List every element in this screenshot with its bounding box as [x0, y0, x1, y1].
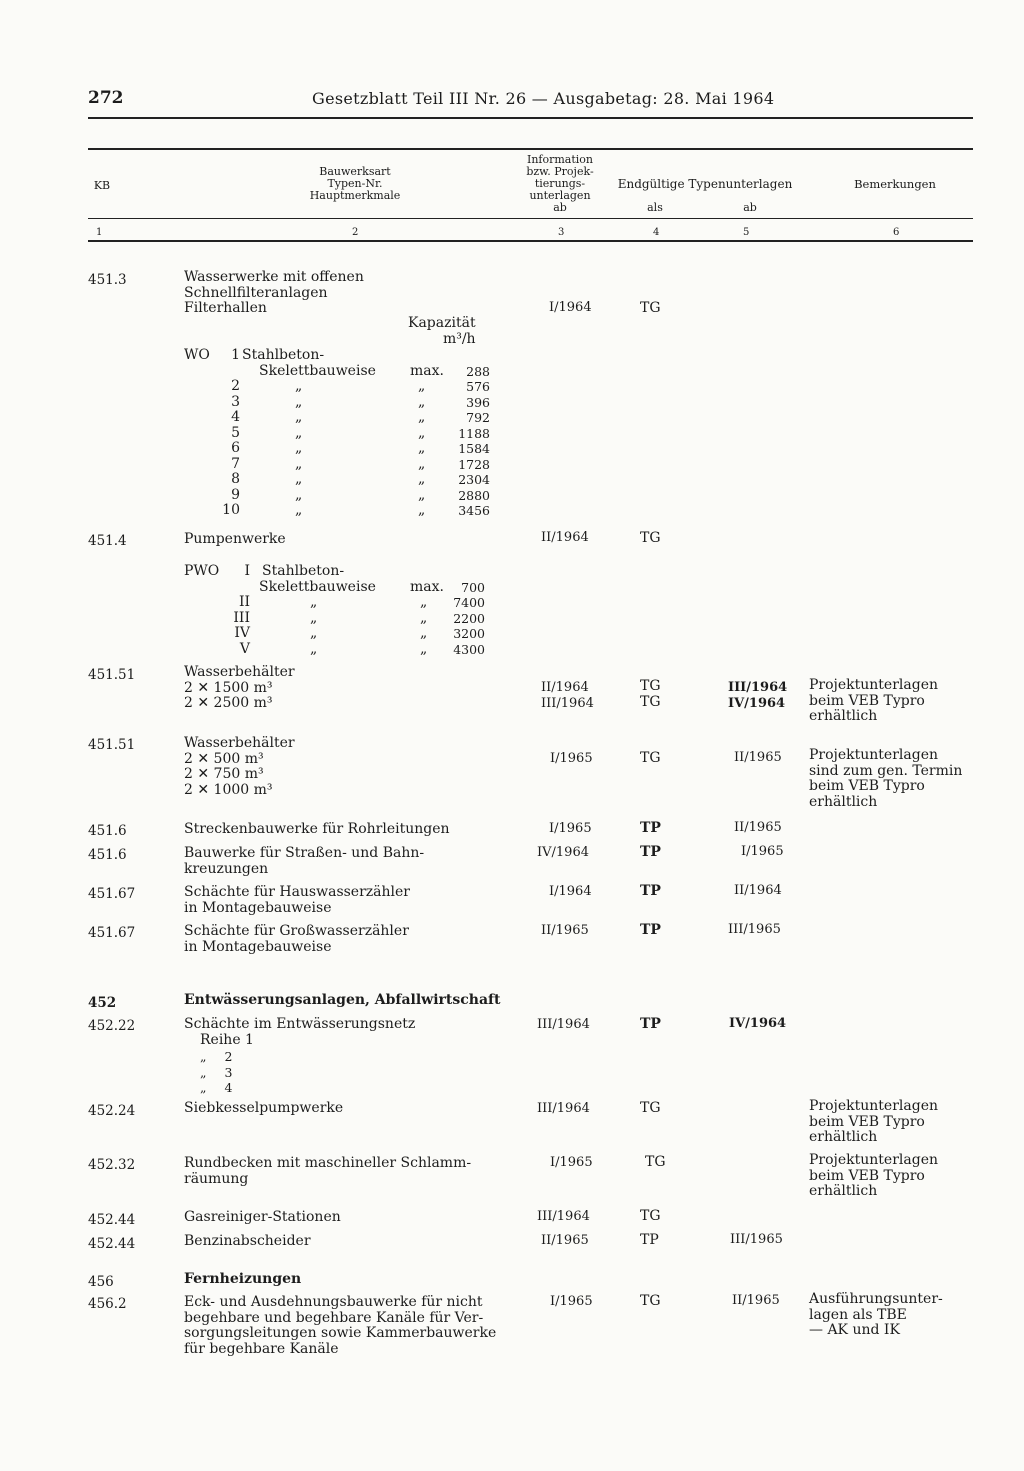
table-row: 451.67 [88, 925, 136, 941]
entry-description: Schächte für Hauswasserzähler in Montagebauweise [184, 884, 410, 916]
entry-type-ab: III/1964 IV/1964 [728, 680, 788, 711]
col-header-bemerkungen: Bemerkungen [854, 177, 936, 191]
wo-ditto: „ [295, 471, 303, 487]
entry-description: Bauwerke für Straßen- und Bahn- kreuzungen [184, 845, 425, 877]
entry-info-date: II/1965 [541, 923, 589, 938]
wo-number: 9 [231, 486, 240, 503]
table-row: 451.6 [88, 847, 127, 863]
entry-type-als: TG [640, 1208, 661, 1224]
col-number-2: 2 [352, 227, 359, 238]
entry-description: Wasserwerke mit offenen Schnellfilteranlagen Filterhallen [184, 269, 364, 316]
entry-series: Reihe 1 [200, 1032, 254, 1048]
pwo-ditto: „ [310, 625, 318, 641]
pwo-number: III [233, 609, 250, 626]
entry-description: Rundbecken mit maschineller Schlamm- räumung [184, 1155, 472, 1187]
entry-info-date: I/1964 [549, 884, 592, 899]
col-number-3: 3 [558, 227, 565, 238]
wo-number: 8 [231, 471, 240, 487]
wo-number: 3 [231, 393, 240, 410]
wo-capacity: 396 [466, 394, 490, 410]
pwo-capacity: 2200 [453, 610, 485, 626]
pwo-capacity: 3200 [453, 626, 485, 641]
section-kb: 456 [88, 1274, 114, 1290]
entry-description: Schächte im Entwässerungsnetz [184, 1016, 416, 1032]
wo-variant-list [200, 348, 490, 523]
pwo-max-label: max. [410, 578, 444, 595]
wo-capacity: 3456 [458, 503, 490, 518]
wo-ditto-max: „ [418, 440, 426, 456]
wo-capacity: 576 [466, 379, 490, 394]
entry-info-date: IV/1964 [537, 845, 589, 860]
wo-ditto: „ [295, 378, 303, 394]
col-header-kb: KB [93, 179, 111, 192]
entry-type-als: TG [640, 1100, 661, 1116]
entry-type-ab: II/1965 [732, 1293, 780, 1308]
wo-ditto: „ [295, 440, 303, 456]
table-top-rule [88, 148, 973, 150]
entry-series-list: „ 2 „ 3 „ 4 [200, 1049, 233, 1095]
col-number-5: 5 [743, 227, 750, 238]
wo-number: 6 [231, 440, 240, 456]
wo-max-label: max. [410, 362, 444, 379]
wo-capacity: 1584 [458, 441, 490, 456]
entry-info-date: II/1965 [541, 1233, 589, 1248]
entry-remark: Projektunterlagen beim VEB Typro erhältlich [809, 677, 939, 724]
entry-description: Benzinabscheider [184, 1233, 311, 1249]
col-header-typenunterlagen: Endgültige Typenunterlagen [617, 177, 793, 191]
section-title: Entwässerungsanlagen, Abfallwirtschaft [184, 992, 501, 1008]
entry-kb: 451.3 [88, 272, 127, 288]
entry-kb: 452.32 [88, 1157, 136, 1173]
entry-type-als: TP [640, 922, 661, 938]
header-bottom-rule [88, 240, 973, 242]
pwo-capacity: 7400 [453, 595, 485, 610]
entry-type-als: TP [640, 1232, 659, 1248]
wo-ditto: „ [295, 502, 303, 518]
entry-kb: 452.44 [88, 1212, 136, 1228]
entry-remark: Projektunterlagen beim VEB Typro erhältlich [809, 1152, 939, 1199]
entry-type-ab: II/1965 [734, 820, 782, 835]
wo-ditto-max: „ [418, 409, 426, 425]
entry-type-ab: IV/1964 [729, 1016, 787, 1031]
entry-info-date: I/1965 [550, 751, 593, 766]
wo-number: 4 [231, 409, 240, 425]
wo-ditto-max: „ [418, 393, 426, 410]
entry-description: Gasreiniger-Stationen [184, 1209, 341, 1225]
wo-ditto-max: „ [418, 455, 426, 472]
wo-ditto-max: „ [418, 502, 426, 518]
table-row: 451.6 [88, 823, 127, 839]
entry-info-date: I/1965 [550, 1155, 593, 1170]
entry-info-date: II/1964 III/1964 [541, 680, 594, 711]
entry-type-als: TP [640, 1016, 661, 1032]
pwo-number: II [238, 594, 250, 610]
entry-kb: 456.2 [88, 1296, 127, 1312]
pwo-variant-list [200, 564, 485, 659]
wo-ditto: „ [295, 424, 303, 441]
entry-description: Streckenbauwerke für Rohrleitungen [184, 821, 450, 837]
pwo-construction-2: Skelettbauweise [259, 578, 376, 595]
entry-remark: Projektunterlagen beim VEB Typro erhältlich [809, 1098, 939, 1145]
pwo-label: PWO [184, 563, 220, 579]
entry-type-ab: II/1964 [734, 883, 782, 898]
entry-type-als: TG TG [640, 678, 661, 710]
entry-type-als: TG [645, 1154, 666, 1170]
entry-description: Pumpenwerke [184, 531, 286, 547]
entry-description: Wasserbehälter 2 ✕ 500 m³ 2 ✕ 750 m³ 2 ✕ 1000 m³ [184, 735, 295, 798]
entry-type-ab: III/1965 [728, 922, 781, 937]
entry-kb: 452.22 [88, 1018, 136, 1034]
entry-remark: Projektunterlagen sind zum gen. Termin beim VEB Typro erhältlich [809, 747, 963, 810]
page-header-title: Gesetzblatt Teil III Nr. 26 — Ausgabetag: 28. Mai 1964 [312, 89, 775, 108]
entry-type-als: TG [640, 1293, 661, 1309]
entry-type-als: TP [640, 844, 661, 860]
col-header-ab: ab [743, 201, 757, 214]
col-header-bauwerksart: Bauwerksart Typen-Nr. Hauptmerkmale [309, 165, 401, 202]
wo-construction-2: Skelettbauweise [259, 362, 376, 379]
pwo-number: V [239, 640, 250, 657]
pwo-ditto-max: „ [420, 594, 428, 610]
entry-description: Wasserbehälter 2 ✕ 1500 m³ 2 ✕ 2500 m³ [184, 664, 295, 711]
pwo-ditto-max: „ [420, 640, 428, 657]
section-kb: 452 [88, 995, 117, 1011]
entry-type-als: TG [640, 750, 661, 766]
wo-ditto: „ [295, 486, 303, 503]
entry-type-als: TG [640, 530, 661, 546]
pwo-number: I [244, 563, 250, 579]
wo-number: 1 [231, 347, 240, 363]
page-number: 272 [88, 88, 124, 108]
wo-number: 5 [231, 424, 240, 441]
entry-kb: 451.51 [88, 737, 136, 753]
pwo-number: IV [234, 625, 250, 641]
pwo-ditto-max: „ [420, 609, 428, 626]
entry-description: Eck- und Ausdehnungsbauwerke für nicht begehbare und begehbare Kanäle für Ver- sorgungsleitungen sowie Kammerbauwerke für begehbare Kanäle [184, 1294, 497, 1357]
wo-ditto: „ [295, 455, 303, 472]
entry-kb: 451.4 [88, 533, 127, 549]
table-row: 451.67 [88, 886, 136, 902]
pwo-ditto: „ [310, 594, 318, 610]
wo-capacity: 1728 [458, 456, 490, 472]
col-header-als: als [647, 201, 663, 214]
entry-kb: 452.44 [88, 1236, 136, 1252]
entry-info-date: II/1964 [541, 530, 589, 545]
wo-construction: Stahlbeton- [242, 347, 325, 363]
entry-info-date: I/1965 [550, 1294, 593, 1309]
entry-type-ab: I/1965 [741, 844, 784, 859]
capacity-header: Kapazität m³/h [408, 315, 476, 347]
entry-type-ab: II/1965 [734, 750, 782, 765]
header-mid-rule [88, 218, 973, 219]
wo-ditto-max: „ [418, 471, 426, 487]
entry-type-als: TP [640, 820, 661, 836]
pwo-ditto-max: „ [420, 625, 428, 641]
wo-capacity: 1188 [458, 425, 490, 441]
header-rule [88, 117, 973, 119]
wo-capacity: 288 [466, 363, 490, 379]
col-number-6: 6 [893, 227, 900, 238]
wo-capacity: 2880 [458, 487, 490, 503]
wo-capacity: 2304 [458, 472, 490, 487]
wo-ditto: „ [295, 393, 303, 410]
entry-type-ab: III/1965 [730, 1232, 783, 1247]
entry-description: Schächte für Großwasserzähler in Montagebauweise [184, 923, 409, 955]
wo-ditto-max: „ [418, 378, 426, 394]
wo-label: WO [184, 347, 210, 363]
pwo-ditto: „ [310, 609, 318, 626]
entry-info-date: I/1964 [549, 300, 592, 315]
col-number-4: 4 [653, 227, 660, 238]
col-header-information: Information bzw. Projek- tierungs- unterlagen ab [526, 153, 594, 214]
section-title: Fernheizungen [184, 1271, 302, 1287]
entry-info-date: I/1965 [549, 821, 592, 836]
entry-info-date: III/1964 [537, 1101, 590, 1116]
entry-type-als: TP [640, 883, 661, 899]
wo-number: 10 [222, 502, 240, 518]
pwo-capacity: 4300 [453, 641, 485, 657]
entry-type-als: TG [640, 300, 661, 316]
wo-number: 7 [231, 455, 240, 472]
entry-kb: 452.24 [88, 1103, 136, 1119]
entry-kb: 451.51 [88, 667, 136, 683]
wo-capacity: 792 [466, 410, 490, 425]
entry-remark: Ausführungsunter- lagen als TBE — AK und IK [809, 1291, 943, 1338]
pwo-capacity: 700 [461, 579, 485, 595]
wo-number: 2 [231, 378, 240, 394]
wo-ditto-max: „ [418, 424, 426, 441]
pwo-construction: Stahlbeton- [262, 563, 345, 579]
wo-ditto-max: „ [418, 486, 426, 503]
col-number-1: 1 [96, 227, 103, 238]
entry-info-date: III/1964 [537, 1017, 590, 1032]
entry-description: Siebkesselpumpwerke [184, 1100, 344, 1116]
entry-info-date: III/1964 [537, 1209, 590, 1224]
pwo-ditto: „ [310, 640, 318, 657]
wo-ditto: „ [295, 409, 303, 425]
